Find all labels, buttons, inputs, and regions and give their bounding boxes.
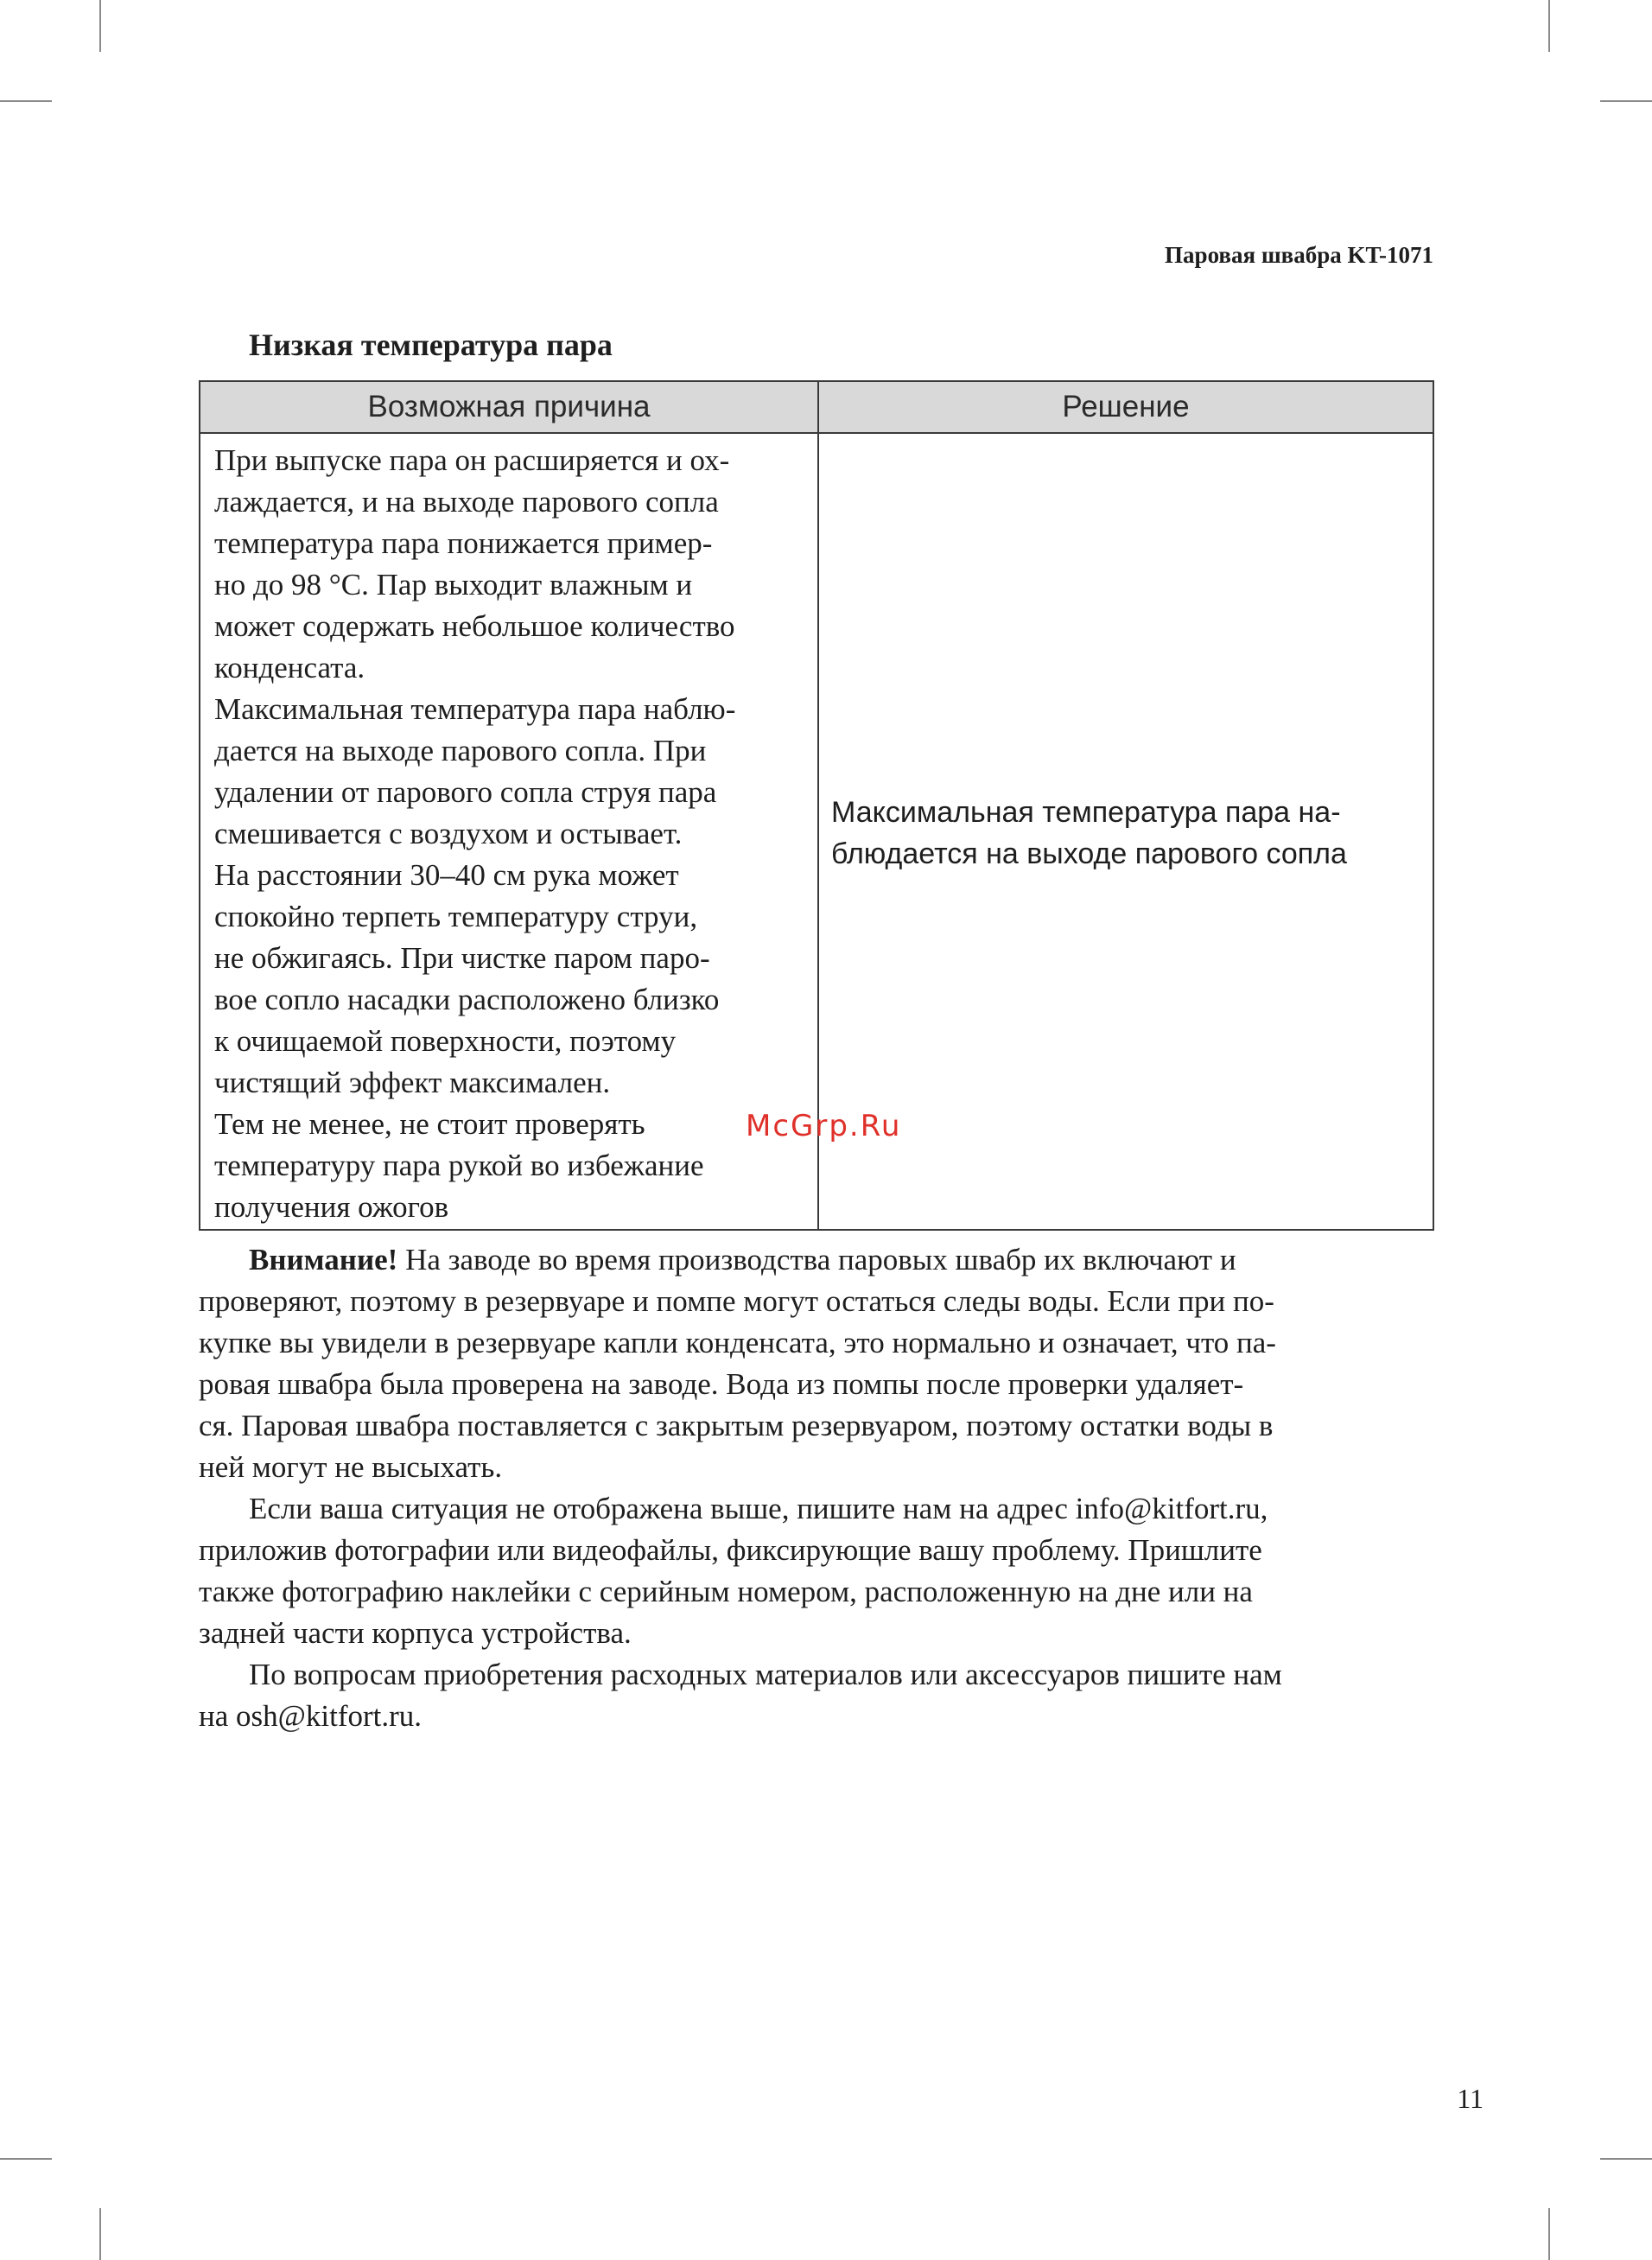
cause-line: смешивается с воздухом и остывает. <box>214 817 683 850</box>
cause-line: не обжигаясь. При чистке паром паро- <box>214 941 710 975</box>
cause-line: Тем не менее, не стоит проверять <box>214 1107 645 1141</box>
crop-mark <box>1548 0 1550 52</box>
contact-paragraph <box>199 1488 1434 1654</box>
column-divider <box>817 382 819 1229</box>
cause-line: получения ожогов <box>214 1190 449 1224</box>
paragraph-line: приложив фотографии или видеофайлы, фиксирующие вашу проблему. Пришлите <box>199 1533 1262 1567</box>
cause-cell <box>214 440 810 1228</box>
paragraph-line: проверяют, поэтому в резервуаре и помпе могут остаться следы воды. Если при по- <box>199 1284 1274 1318</box>
paragraph-line: По вопросам приобретения расходных материалов или аксессуаров пишите нам <box>249 1658 1282 1691</box>
cause-line: температура пара понижается пример- <box>214 526 713 560</box>
paragraph-line: ровая швабра была проверена на заводе. Вода из помпы после проверки удаляет- <box>199 1367 1244 1401</box>
solution-line: Максимальная температура пара на- <box>831 796 1341 829</box>
paragraph-line: купке вы увидели в резервуаре капли конденсата, это нормально и означает, что па- <box>199 1326 1276 1359</box>
crop-mark <box>0 100 52 102</box>
troubleshooting-table <box>199 380 1434 1231</box>
paragraph-line: задней части корпуса устройства. <box>199 1616 632 1650</box>
attention-paragraph <box>199 1239 1434 1488</box>
cause-line: к очищаемой поверхности, поэтому <box>214 1024 677 1058</box>
paragraph-line <box>199 1239 1434 1281</box>
attention-label: Внимание! <box>249 1243 398 1276</box>
cause-line: чистящий эффект максимален. <box>214 1066 611 1099</box>
crop-mark <box>0 2158 52 2160</box>
paragraph-line: ся. Паровая швабра поставляется с закрытым резервуаром, поэтому остатки воды в <box>199 1409 1274 1442</box>
crop-mark <box>1600 2158 1652 2160</box>
paragraph-line: ней могут не высыхать. <box>199 1450 503 1484</box>
crop-mark <box>99 0 101 52</box>
cause-line: лаждается, и на выходе парового сопла <box>214 485 719 519</box>
section-title: Низкая температура пара <box>249 328 613 362</box>
cause-line: Максимальная температура пара наблю- <box>214 692 736 726</box>
accessories-paragraph <box>199 1654 1434 1737</box>
header-solution: Решение <box>1062 390 1190 423</box>
header-cause: Возможная причина <box>367 390 651 423</box>
cause-line: может содержать небольшое количество <box>214 609 735 643</box>
paragraph-line: также фотографию наклейки с серийным номером, расположенную на дне или на <box>199 1575 1253 1608</box>
watermark: McGrp.Ru <box>746 1109 902 1143</box>
cause-line: дается на выходе парового сопла. При <box>214 734 707 767</box>
cause-line: температуру пара рукой во избежание <box>214 1149 704 1182</box>
cause-line: но до 98 °С. Пар выходит влажным и <box>214 568 693 602</box>
paragraph-line: на osh@kitfort.ru. <box>199 1699 423 1733</box>
crop-mark <box>1600 100 1652 102</box>
attention-text: На заводе во время производства паровых швабр их включают и <box>397 1243 1236 1276</box>
solution-line: блюдается на выходе парового сопла <box>831 837 1347 870</box>
cause-line: вое сопло насадки расположено близко <box>214 983 720 1016</box>
paragraph-line: Если ваша ситуация не отображена выше, пишите нам на адрес info@kitfort.ru, <box>249 1492 1268 1525</box>
cause-line: спокойно терпеть температуру струи, <box>214 900 698 933</box>
crop-mark <box>99 2208 101 2260</box>
cause-line: конденсата. <box>214 651 365 684</box>
running-header: Паровая швабра KT-1071 <box>1165 242 1433 268</box>
cause-line: удалении от парового сопла струя пара <box>214 775 717 809</box>
page-number: 11 <box>1457 2083 1484 2114</box>
cause-line: При выпуске пара он расширяется и ох- <box>214 443 730 477</box>
crop-mark <box>1548 2208 1550 2260</box>
cause-line: На расстоянии 30–40 см рука может <box>214 858 679 892</box>
solution-cell <box>831 792 1427 875</box>
